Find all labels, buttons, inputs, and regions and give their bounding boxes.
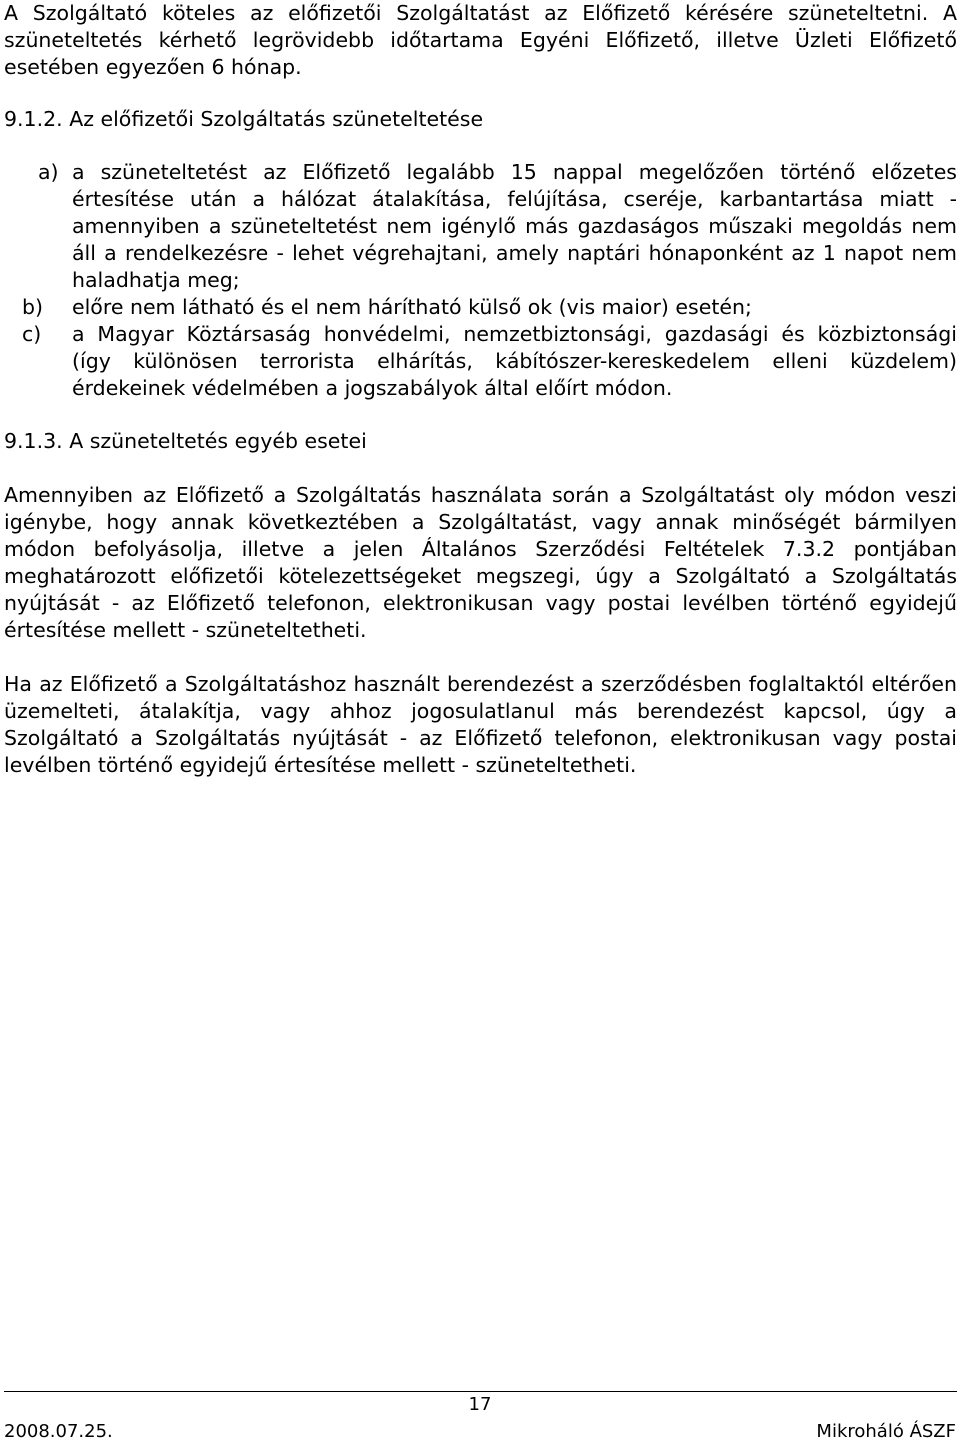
list-marker: b): [22, 295, 44, 319]
section-9-1-2-list: [4, 159, 957, 402]
list-item-a: [4, 159, 957, 294]
list-item-text: a szüneteltetést az Előfizető legalább 15 nappal megelőzően történő előzetes értesítése után a hálózat átalakítása, felújítása, cseréje, karbantartása miatt - amennyiben a szüneteltetést nem igénylő más gazdaságos műszaki megoldás nem áll a rendelkezésre - lehet végrehajtani, amely naptári hónaponként az 1 napot nem haladhatja meg;: [72, 160, 957, 292]
section-heading-9-1-3: 9.1.3. A szüneteltetés egyéb esetei: [4, 429, 367, 453]
footer-divider: [4, 1391, 957, 1392]
list-item-c: [4, 321, 957, 402]
footer-company: Mikroháló ÁSZF: [816, 1421, 956, 1442]
intro-paragraph: A Szolgáltató köteles az előfizetői Szolgáltatást az Előfizető kérésére szüneteltetni. A szüneteltetés kérhető legrövidebb időtartama Egyéni Előfizető, illetve Üzleti Előfizető esetében egyezően 6 hónap.: [4, 1, 957, 79]
document-page: [4, 0, 957, 779]
list-item-text: a Magyar Köztársaság honvédelmi, nemzetbiztonsági, gazdasági és közbiztonsági (így különösen terrorista elhárítás, kábítószer-kereskedelem elleni küzdelem) érdekeinek védelmében a jogszabályok által előírt módon.: [72, 322, 957, 400]
list-item-b: [4, 294, 957, 321]
section-heading-9-1-2: 9.1.2. Az előfizetői Szolgáltatás szüneteltetése: [4, 107, 484, 131]
list-marker: a): [38, 160, 59, 184]
section-9-1-3-paragraph-1: Amennyiben az Előfizető a Szolgáltatás használata során a Szolgáltatást oly módon veszi igénybe, hogy annak következtében a Szolgáltatást, vagy annak minőségét bármilyen módon befolyásolja, illetve a jelen Általános Szerződési Feltételek 7.3.2 pontjában meghatározott előfizetői kötelezettségeket megszegi, úgy a Szolgáltató a Szolgáltatás nyújtását - az Előfizető telefonon, elektronikusan vagy postai levélben történő egyidejű értesítése mellett - szüneteltetheti.: [4, 483, 957, 642]
list-item-text: előre nem látható és el nem hárítható külső ok (vis maior) esetén;: [72, 295, 752, 319]
page-number: 17: [468, 1394, 492, 1415]
footer-date: 2008.07.25.: [4, 1421, 113, 1442]
section-9-1-3-paragraph-2: Ha az Előfizető a Szolgáltatáshoz használt berendezést a szerződésben foglaltaktól eltérően üzemelteti, átalakítja, vagy ahhoz jogosulatlanul más berendezést kapcsol, úgy a Szolgáltató a Szolgáltatás nyújtását - az Előfizető telefonon, elektronikusan vagy postai levélben történő egyidejű értesítése mellett - szüneteltetheti.: [4, 672, 957, 777]
list-marker: c): [22, 322, 42, 346]
